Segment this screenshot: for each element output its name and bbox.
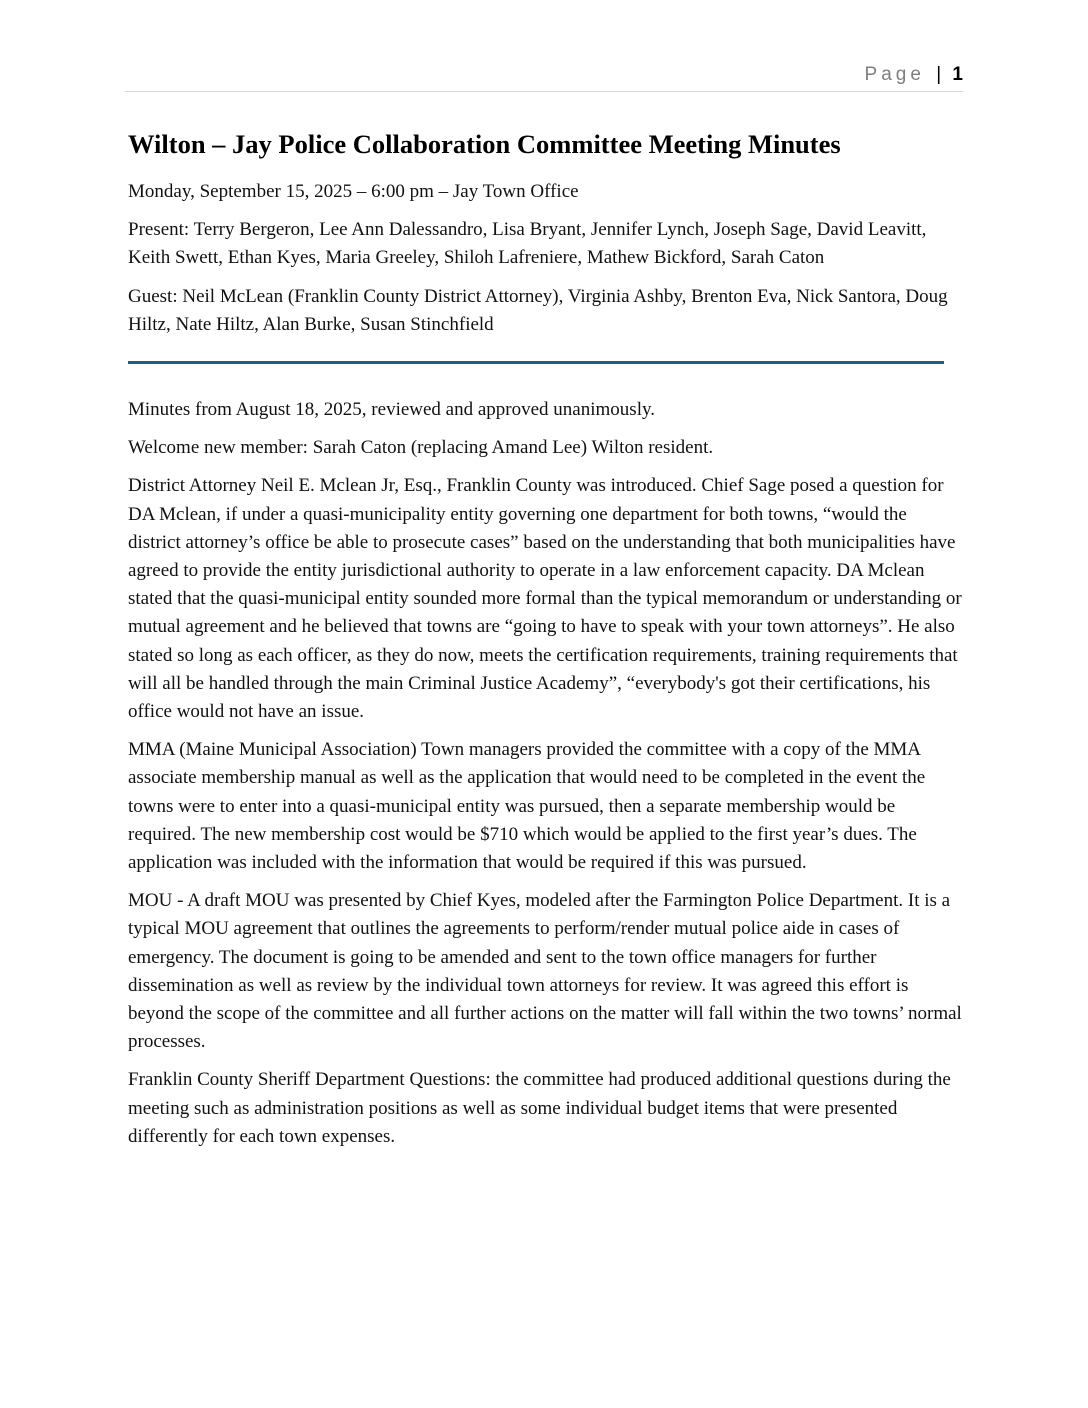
attendees-present: Present: Terry Bergeron, Lee Ann Dalessandro, Lisa Bryant, Jennifer Lynch, Joseph Sage, David Leavitt, Keith Swett, Ethan Kyes, Maria Greeley, Shiloh Lafreniere, Mathew Bickford, Sarah Caton: [128, 219, 927, 269]
paragraph-mma: MMA (Maine Municipal Association) Town managers provided the committee with a copy of the MMA associate membership manual as well as the application that would need to be completed in the event the towns were to enter into a quasi-municipal entity was pursued, then a separate membership would be required. The new membership cost would be $710 which would be applied to the first year’s dues. The application was included with the information that would be required if this was pursued.: [128, 739, 926, 874]
page-header: [865, 64, 963, 86]
page-separator: |: [936, 64, 942, 85]
paragraph-new-member: Welcome new member: Sarah Caton (replacing Amand Lee) Wilton resident.: [128, 437, 714, 459]
paragraph-sheriff-questions: Franklin County Sheriff Department Questions: the committee had produced additional questions during the meeting such as administration positions as well as some individual budget items that were presented differently for each town expenses.: [128, 1069, 951, 1147]
document-title: Wilton – Jay Police Collaboration Committee Meeting Minutes: [128, 129, 841, 159]
header-divider: [125, 91, 963, 92]
paragraph-minutes-approval: Minutes from August 18, 2025, reviewed and approved unanimously.: [128, 399, 655, 421]
document-body: [128, 126, 963, 1161]
paragraph-district-attorney: District Attorney Neil E. Mclean Jr, Esq., Franklin County was introduced. Chief Sage posed a question for DA Mclean, if under a quasi-municipality entity governing one department for both towns, “would the district attorney’s office be able to prosecute cases” based on the understanding that both municipalities have agreed to provide the entity jurisdictional authority to operate in a law enforcement capacity. DA Mclean stated that the quasi-municipal entity sounded more formal than the typical memorandum or understanding or mutual agreement and he believed that towns are “going to have to speak with your town attorneys”. He also stated so long as each officer, as they do now, meets the certification requirements, training requirements that will all be handled through the main Criminal Justice Academy”, “everybody's got their certifications, his office would not have an issue.: [128, 475, 962, 723]
attendees-guest: Guest: Neil McLean (Franklin County District Attorney), Virginia Ashby, Brenton Eva, Nick Santora, Doug Hiltz, Nate Hiltz, Alan Burke, Susan Stinchfield: [128, 285, 948, 335]
paragraph-mou: MOU - A draft MOU was presented by Chief Kyes, modeled after the Farmington Police Department. It is a typical MOU agreement that outlines the agreements to perform/render mutual police aide in cases of emergency. The document is going to be amended and sent to the town office managers for further dissemination as well as review by the individual town attorneys for review. It was agreed this effort is beyond the scope of the committee and all further actions on the matter will fall within the two towns’ normal processes.: [128, 890, 962, 1053]
page-number: 1: [952, 64, 963, 85]
meeting-info: Monday, September 15, 2025 – 6:00 pm – Jay Town Office: [128, 181, 579, 202]
page-label: Page: [864, 64, 925, 85]
section-divider: [128, 361, 944, 364]
